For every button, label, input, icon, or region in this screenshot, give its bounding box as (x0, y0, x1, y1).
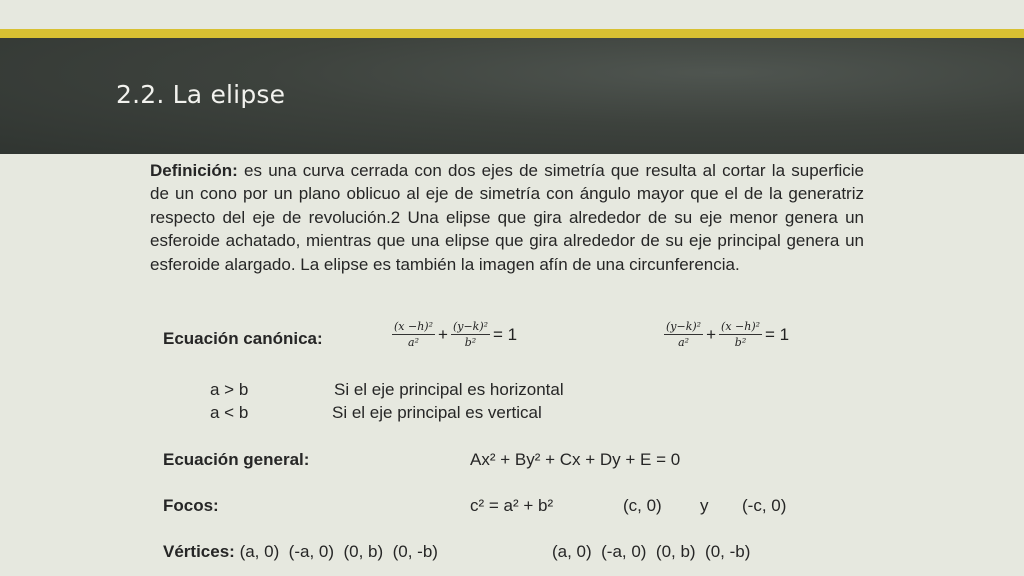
condition-2-description: Si el eje principal es vertical (332, 403, 542, 422)
numerator: (x −h)² (721, 320, 761, 333)
vertices-label: Vértices: (163, 542, 235, 561)
definition-text: es una curva cerrada con dos ejes de simetría que resulta al cortar la superficie de un cono por un plano oblicuo al eje de simetría con ángulo mayor que el de la generatriz respecto del eje de revolución.2 Una elipse que gira alrededor de su eje menor genera un esferoide achatado, mientras que una elipse que gira alrededor de su eje principal genera un esferoide alargado. La elipse es también la imagen afín de una circunferencia. (150, 161, 864, 274)
numerator: (x −h)² (394, 320, 433, 333)
numerator: (y−k)² (452, 320, 489, 333)
fraction (451, 320, 490, 349)
canonical-formula-vertical (664, 320, 792, 349)
fraction (664, 320, 703, 349)
canonical-label: Ecuación canónica: (163, 329, 323, 348)
numerator: (y−k)² (666, 320, 702, 333)
equals-one: = 1 (493, 324, 518, 344)
general-equation: Ax² + By² + Cx + Dy + E = 0 (470, 450, 681, 469)
focus-1: (c, 0) (623, 496, 662, 515)
condition-1: a > b (210, 380, 249, 399)
foci-connector: y (700, 496, 709, 515)
equals-one: = 1 (765, 324, 790, 344)
denominator: b² (734, 336, 747, 349)
plus-sign: + (438, 324, 448, 344)
denominator: a² (678, 336, 690, 349)
slide-title: 2.2. La elipse (116, 80, 286, 109)
condition-1-description: Si el eje principal es horizontal (334, 380, 564, 399)
vertices-set-1: (a, 0) (-a, 0) (0, b) (0, -b) (239, 542, 438, 561)
accent-bar (0, 29, 1024, 38)
definition-label: Definición: (150, 161, 238, 180)
denominator: a² (408, 336, 419, 349)
definition-paragraph (150, 159, 864, 276)
fraction (719, 320, 762, 349)
canonical-formula-horizontal (392, 320, 520, 349)
foci-label: Focos: (163, 496, 219, 515)
denominator: b² (464, 336, 477, 349)
vertices-set-2: (a, 0) (-a, 0) (0, b) (0, -b) (552, 542, 751, 561)
foci-relation: c² = a² + b² (470, 496, 554, 515)
plus-sign: + (706, 324, 717, 344)
focus-2: (-c, 0) (742, 496, 787, 515)
vertices-line-1 (163, 542, 438, 562)
condition-2: a < b (210, 403, 249, 422)
general-equation-label: Ecuación general: (163, 450, 310, 469)
top-margin-strip (0, 0, 1024, 29)
fraction (392, 320, 435, 349)
